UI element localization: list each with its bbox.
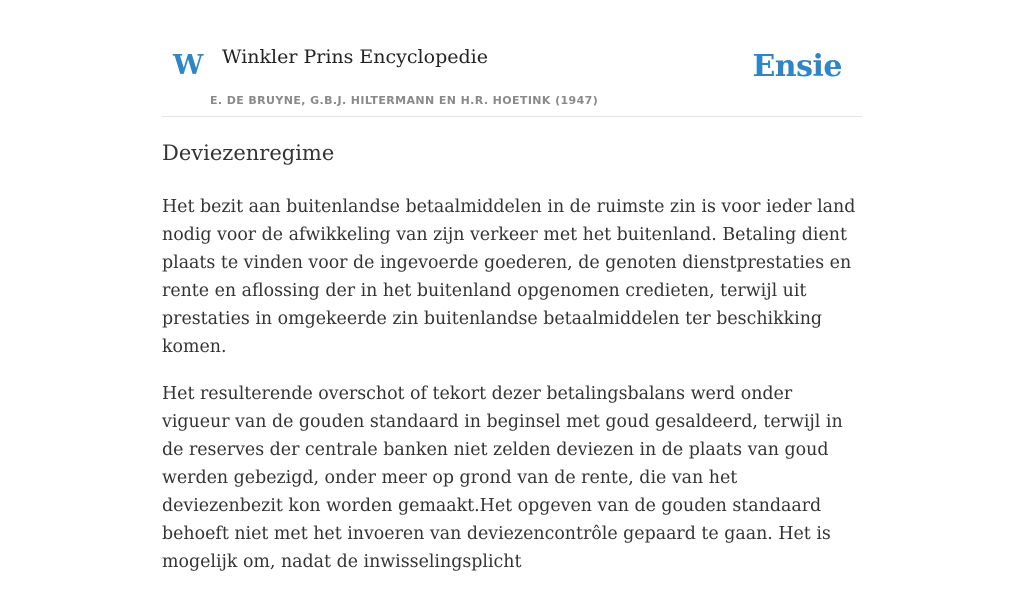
page <box>162 0 862 572</box>
brand-logo[interactable]: Ensie <box>752 49 842 84</box>
article-paragraph: Het resulterende overschot of tekort dezer betalingsbalans werd onder vigueur van de gouden standaard in beginsel met goud gesaldeerd, terwijl in de reserves der centrale banken niet zelden deviezen in de plaats van goud werden gebezigd, onder meer op grond van de rente, die van het deviezenbezit kon worden gemaakt.Het opgeven van de gouden standaard behoeft niet met het invoeren van deviezencontrôle gepaard te gaan. Het is mogelijk om, nadat de inwisselingsplicht <box>162 384 843 572</box>
site-header <box>162 0 862 117</box>
authors-line: E. DE BRUYNE, G.B.J. HILTERMANN EN H.R. HOETINK (1947) <box>210 94 599 107</box>
logo-w-icon[interactable]: W <box>173 50 204 81</box>
article-title: Deviezenregime <box>162 141 335 165</box>
article-paragraph: Het bezit aan buitenlandse betaalmiddelen in de ruimste zin is voor ieder land nodig voor de afwikkeling van zijn verkeer met het buitenland. Betaling dient plaats te vinden voor de ingevoerde goederen, de genoten dienstprestaties en rente en aflossing der in het buitenland opgenomen credieten, terwijl uit prestaties in omgekeerde zin buitenlandse betaalmiddelen ter beschikking komen. <box>162 197 856 357</box>
site-title[interactable]: Winkler Prins Encyclopedie <box>222 46 488 68</box>
article-body <box>162 193 862 595</box>
